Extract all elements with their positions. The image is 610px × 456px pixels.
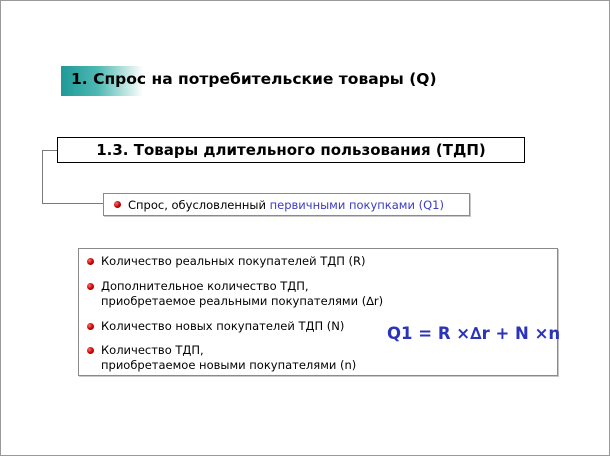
list-item	[87, 343, 356, 373]
subtitle-text: 1.3. Товары длительного пользования (ТДП)	[96, 141, 486, 159]
q1-item-highlight: первичными покупками (Q1)	[269, 197, 444, 212]
list-item	[87, 254, 365, 269]
bullet-icon	[87, 323, 94, 330]
q1-formula: Q1 = R ×∆r + N ×n	[387, 324, 561, 343]
list-item-line: приобретаемое реальными покупателями (∆r)	[101, 294, 384, 308]
list-item-line: Количество реальных покупателей ТДП (R)	[101, 254, 366, 268]
list-item-line: Количество новых покупателей ТДП (N)	[101, 319, 345, 333]
q1-item-box	[103, 193, 470, 216]
list-item-line: Количество ТДП,	[101, 343, 204, 357]
list-item-line: Дополнительное количество ТДП,	[101, 279, 309, 293]
list-item	[87, 319, 344, 334]
components-list-box	[78, 248, 561, 376]
bullet-icon	[87, 347, 94, 354]
list-item	[87, 279, 383, 309]
subtitle-box	[57, 137, 525, 163]
main-title: 1. Спрос на потребительские товары (Q)	[71, 70, 437, 88]
q1-item-prefix: Спрос, обусловленный	[128, 197, 270, 212]
bullet-icon	[87, 283, 94, 290]
q1-item-text	[128, 198, 444, 212]
bullet-icon	[114, 201, 121, 208]
list-item-line: приобретаемое новыми покупателями (n)	[101, 358, 357, 372]
bullet-icon	[87, 258, 94, 265]
